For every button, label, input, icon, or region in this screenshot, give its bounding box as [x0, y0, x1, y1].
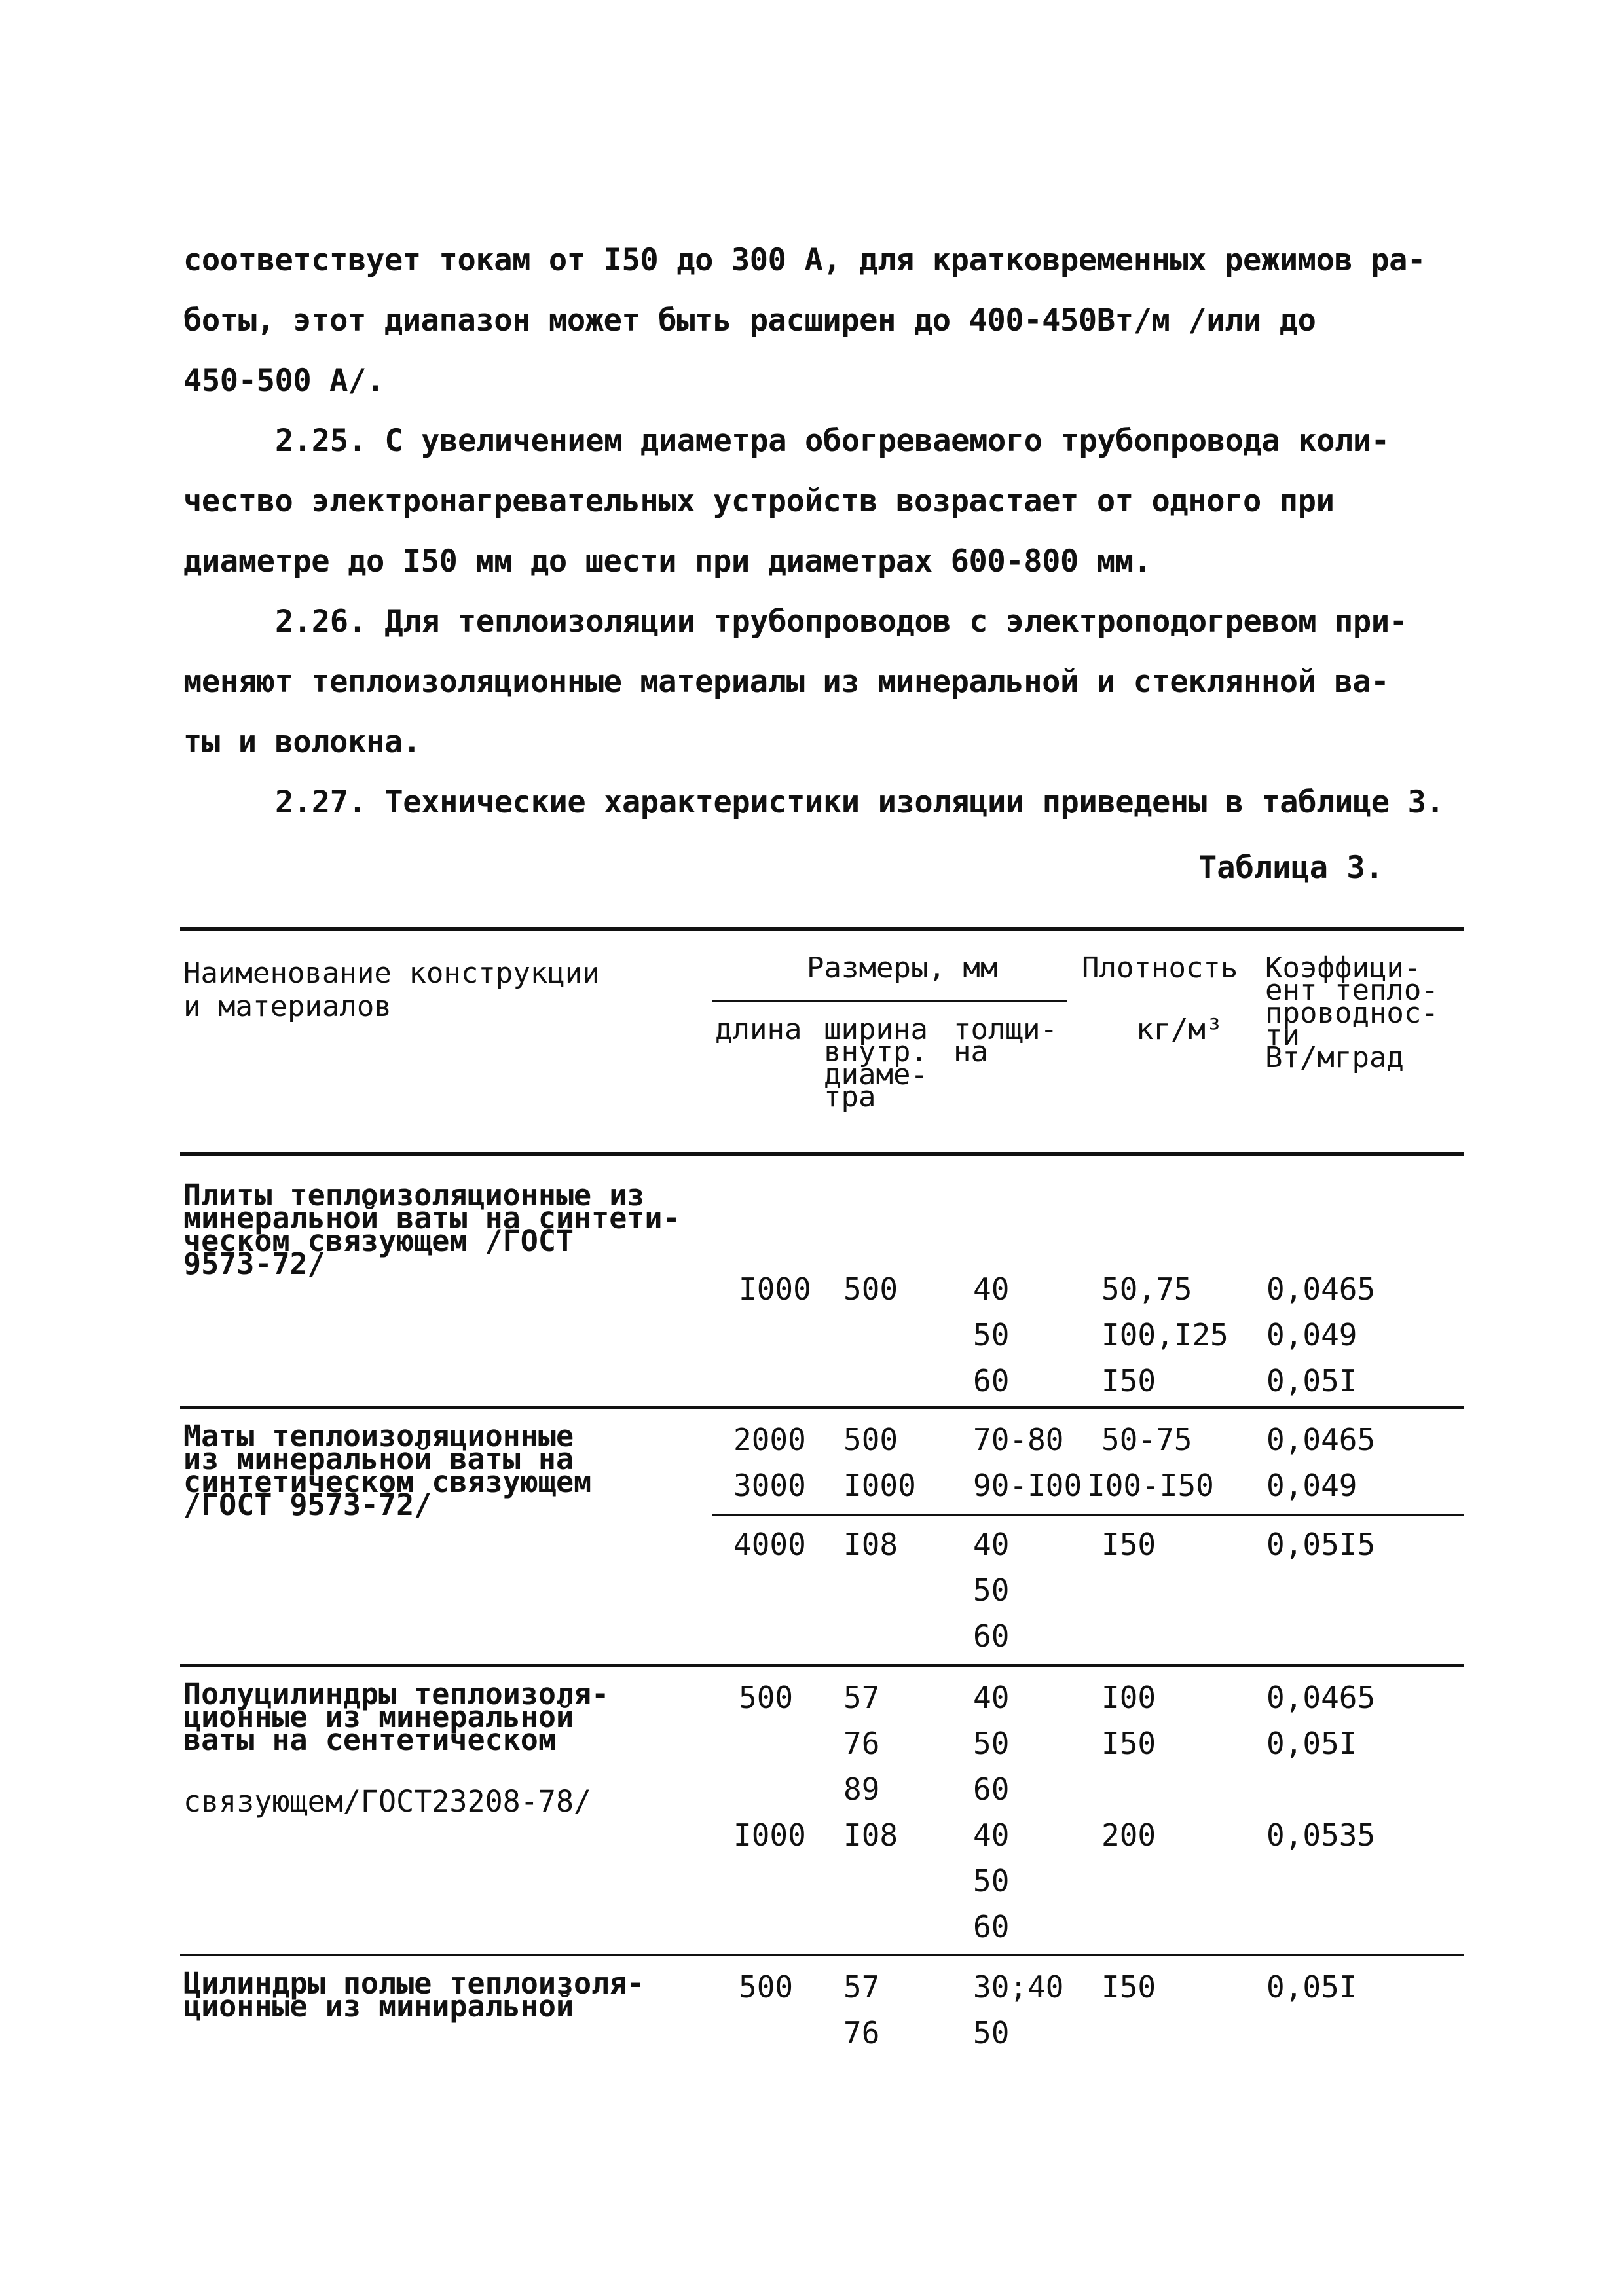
- cell-width: 89: [843, 1772, 880, 1807]
- row-name-slabs: Плиты теплоизоляционные из минеральной ваты на синтети- ческом связующем /ГОСТ 9573-72/: [183, 1178, 680, 1282]
- cell-density: 200: [1101, 1817, 1156, 1853]
- cell-width: 76: [843, 2015, 880, 2050]
- header-coefficient: Коэффици- ент тепло- проводнос- ти Вт/мград: [1265, 951, 1439, 1075]
- cell-coefficient: 0,05I: [1266, 1969, 1357, 2005]
- cell-thickness: 30;40: [973, 1969, 1064, 2005]
- paragraph-line: 2.25. С увеличением диаметра обогреваемого трубопровода коли-: [275, 423, 1390, 459]
- cell-length: 4000: [733, 1527, 806, 1562]
- header-bottom-rule: [180, 1152, 1464, 1156]
- row-name-half-cylinders: Полуцилиндры теплоизоля- ционные из минеральной ваты на сентетическом: [183, 1677, 610, 1758]
- cell-thickness: 50: [973, 1863, 1010, 1899]
- cell-density: I00: [1101, 1680, 1156, 1715]
- header-density: Плотность: [1082, 951, 1238, 985]
- paragraph-line: диаметре до I50 мм до шести при диаметрах 600-800 мм.: [183, 543, 1152, 579]
- header-sizes: Размеры, мм: [807, 951, 998, 985]
- cell-thickness: 70-80: [973, 1422, 1064, 1457]
- cell-thickness: 40: [973, 1680, 1010, 1715]
- cell-coefficient: 0,049: [1266, 1468, 1357, 1503]
- row-name-half-cylinders-standard: связующем/ГОСТ23208-78/: [183, 1784, 592, 1819]
- cell-density: 50-75: [1101, 1422, 1192, 1457]
- paragraph-line: боты, этот диапазон может быть расширен до 400-450Вт/м /или до: [183, 302, 1316, 338]
- paragraph-line: чество электронагревательных устройств возрастает от одного при: [183, 483, 1335, 519]
- cell-width: I08: [843, 1527, 898, 1562]
- group-rule: [180, 1664, 1464, 1667]
- cell-thickness: 40: [973, 1527, 1010, 1562]
- table-caption: Таблица 3.: [1198, 850, 1384, 886]
- cell-thickness: 60: [973, 1363, 1010, 1398]
- cell-density: I50: [1101, 1363, 1156, 1398]
- cell-thickness: 90-I00: [973, 1468, 1082, 1503]
- cell-density: I50: [1101, 1969, 1156, 2005]
- cell-length: 500: [739, 1680, 794, 1715]
- cell-coefficient: 0,049: [1266, 1317, 1357, 1353]
- cell-density: I00,I25: [1101, 1317, 1228, 1353]
- cell-density: I00-I50: [1087, 1468, 1214, 1503]
- cell-coefficient: 0,0465: [1266, 1271, 1376, 1307]
- cell-density: 50,75: [1101, 1271, 1192, 1307]
- cell-width: 57: [843, 1969, 880, 2005]
- table-top-rule: [180, 927, 1464, 931]
- cell-thickness: 50: [973, 1317, 1010, 1353]
- paragraph-line: соответствует токам от I50 до 300 А, для кратковременных режимов ра-: [183, 242, 1426, 278]
- row-name-mats: Маты теплоизоляционные из минеральной ваты на синтетическом связующем /ГОСТ 9573-72/: [183, 1419, 592, 1523]
- group-rule: [180, 1954, 1464, 1956]
- cell-thickness: 60: [973, 1618, 1010, 1654]
- cell-thickness: 50: [973, 2015, 1010, 2050]
- cell-length: 3000: [733, 1468, 806, 1503]
- cell-width: 500: [843, 1422, 898, 1457]
- paragraph-line: 2.26. Для теплоизоляции трубопроводов с электроподогревом при-: [275, 604, 1408, 640]
- cell-thickness: 60: [973, 1909, 1010, 1944]
- cell-coefficient: 0,05I5: [1266, 1527, 1376, 1562]
- cell-coefficient: 0,0465: [1266, 1680, 1376, 1715]
- cell-width: 57: [843, 1680, 880, 1715]
- header-length: длина: [715, 1013, 802, 1046]
- cell-length: 500: [739, 1969, 794, 2005]
- row-name-hollow-cylinders: Цилиндры полые теплоизоля- ционные из миниральной: [183, 1966, 645, 2024]
- paragraph-line: 450-500 А/.: [183, 363, 384, 399]
- cell-coefficient: 0,0465: [1266, 1422, 1376, 1457]
- cell-thickness: 40: [973, 1817, 1010, 1853]
- cell-density: I50: [1101, 1726, 1156, 1761]
- cell-density: I50: [1101, 1527, 1156, 1562]
- cell-width: I000: [843, 1468, 916, 1503]
- cell-length: I000: [733, 1817, 806, 1853]
- cell-thickness: 40: [973, 1271, 1010, 1307]
- header-sizes-underline: [712, 1000, 1067, 1002]
- cell-width: 500: [843, 1271, 898, 1307]
- cell-thickness: 50: [973, 1726, 1010, 1761]
- cell-width: I08: [843, 1817, 898, 1853]
- cell-length: I000: [739, 1271, 811, 1307]
- cell-length: 2000: [733, 1422, 806, 1457]
- subgroup-rule: [712, 1514, 1464, 1516]
- header-width: ширина внутр. диаме- тра: [824, 1013, 928, 1114]
- paragraph-line: ты и волокна.: [183, 724, 421, 760]
- paragraph-line: меняют теплоизоляционные материалы из минеральной и стеклянной ва-: [183, 664, 1390, 700]
- cell-thickness: 50: [973, 1573, 1010, 1608]
- header-density-unit: кг/м³: [1136, 1013, 1223, 1046]
- group-rule: [180, 1406, 1464, 1409]
- cell-coefficient: 0,0535: [1266, 1817, 1376, 1853]
- paragraph-line: 2.27. Технические характеристики изоляции приведены в таблице 3.: [275, 784, 1445, 820]
- header-name: Наименование конструкции и материалов: [183, 957, 600, 1023]
- cell-thickness: 60: [973, 1772, 1010, 1807]
- header-thickness: толщи- на: [953, 1013, 1058, 1069]
- cell-width: 76: [843, 1726, 880, 1761]
- cell-coefficient: 0,05I: [1266, 1726, 1357, 1761]
- cell-coefficient: 0,05I: [1266, 1363, 1357, 1398]
